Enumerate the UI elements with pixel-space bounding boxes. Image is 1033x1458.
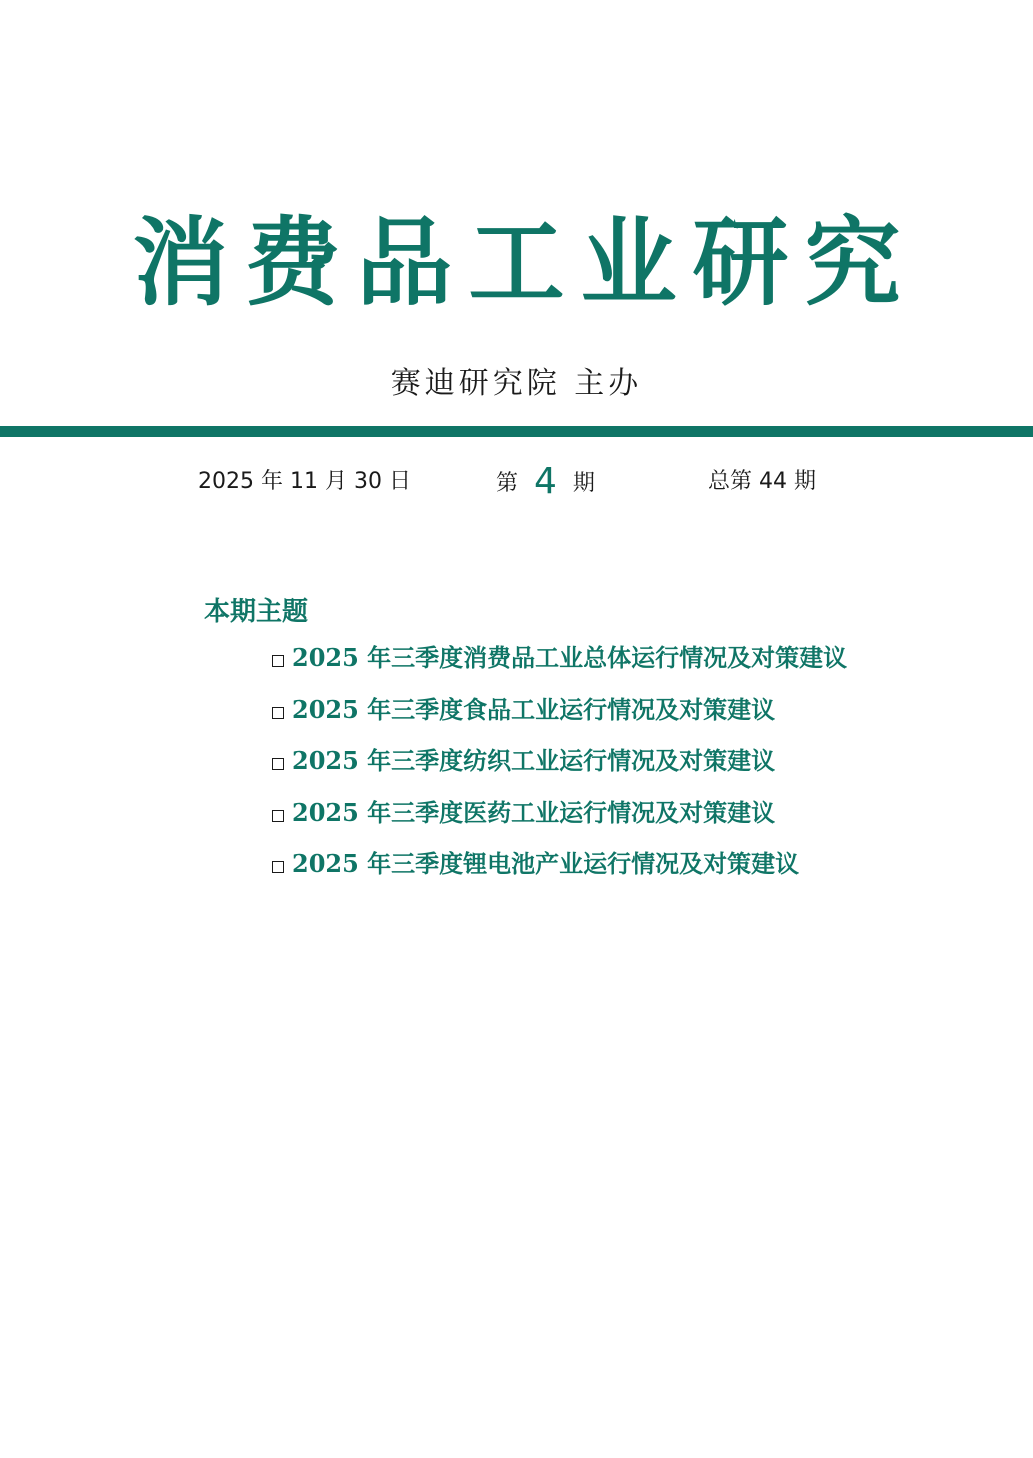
topic-text: 2025 年三季度锂电池产业运行情况及对策建议 (292, 849, 800, 878)
topic-item (272, 844, 847, 896)
issue-suffix: 期 (572, 471, 595, 496)
topics-list (272, 638, 847, 896)
topics-heading: 本期主题 (204, 597, 309, 627)
issue-number-value: 4 (534, 461, 557, 502)
issue-info (0, 460, 1033, 504)
checkbox-square-icon (272, 655, 284, 667)
topic-text: 2025 年三季度纺织工业运行情况及对策建议 (292, 746, 776, 775)
issue-date: 2025 年 11 月 30 日 (198, 469, 411, 494)
issue-prefix: 第 (496, 471, 519, 496)
topic-item (272, 638, 847, 690)
total-issue-number: 总第 44 期 (708, 469, 816, 494)
checkbox-square-icon (272, 861, 284, 873)
checkbox-square-icon (272, 758, 284, 770)
checkbox-square-icon (272, 707, 284, 719)
sponsor-line: 赛迪研究院 主办 (390, 366, 643, 401)
issue-number (496, 460, 595, 506)
topic-text: 2025 年三季度食品工业运行情况及对策建议 (292, 694, 776, 724)
topic-text: 2025 年三季度医药工业运行情况及对策建议 (292, 797, 776, 827)
topic-text: 2025 年三季度消费品工业总体运行情况及对策建议 (292, 643, 848, 672)
topic-item (272, 793, 847, 845)
topic-item (272, 690, 847, 742)
header-divider (0, 426, 1033, 437)
checkbox-square-icon (272, 810, 284, 822)
topic-item (272, 741, 847, 793)
publication-title: 消费品工业研究 (132, 207, 917, 319)
